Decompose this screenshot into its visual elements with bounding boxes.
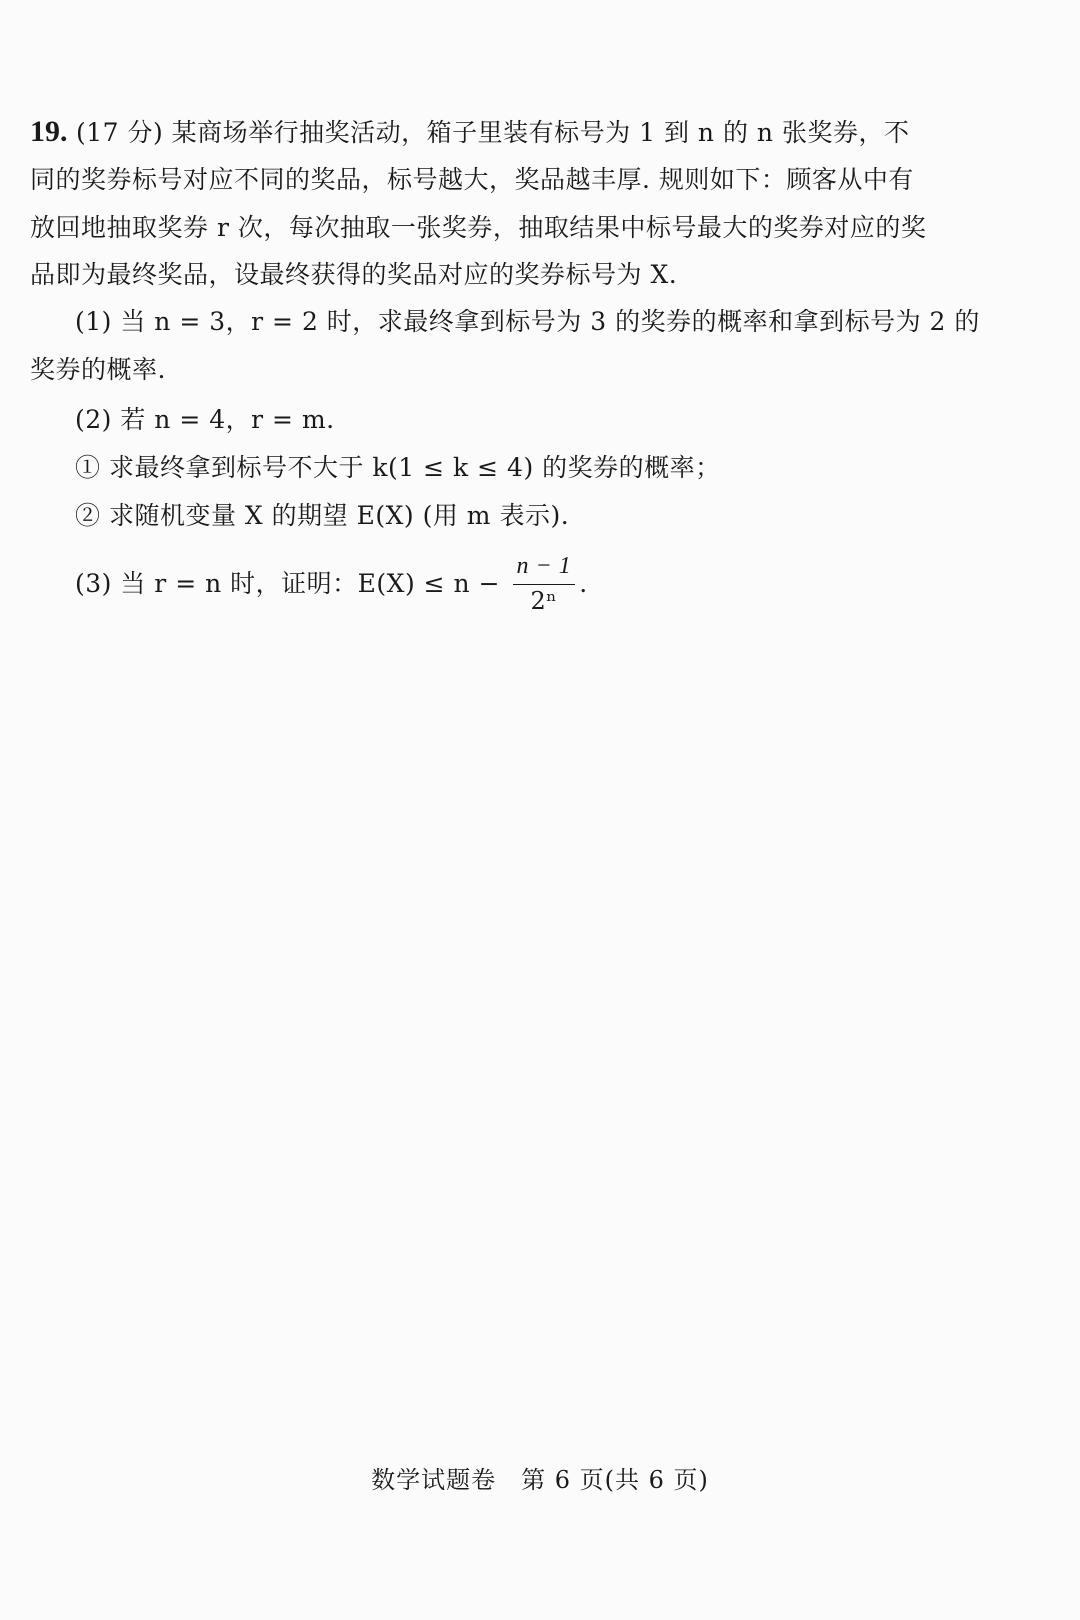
part2-sub2-text: ② 求随机变量 X 的期望 E(X) (用 m 表示). [75,501,570,530]
question-number: 19. [30,115,68,148]
part3-line [75,554,588,617]
part2-sub1-text: ① 求最终拿到标号不大于 k(1 ≤ k ≤ 4) 的奖券的概率； [75,453,721,482]
page-footer: 数学试题卷 第 6 页(共 6 页) [371,1466,709,1494]
question-score: (17 分) [75,118,164,147]
fraction-denominator: 2ⁿ [530,587,558,615]
part3-prefix: (3) 当 r = n 时，证明：E(X) ≤ n − [75,569,501,598]
part3-suffix: . [579,569,588,598]
part1-text-1: (1) 当 n = 3，r = 2 时，求最终拿到标号为 3 的奖券的概率和拿到标号为 2 的 [75,307,980,336]
intro-text-2: 同的奖券标号对应不同的奖品，标号越大，奖品越丰厚. 规则如下：顾客从中有 [30,165,914,194]
fraction-numerator: n − 1 [513,552,576,585]
part1-text-2: 奖券的概率. [30,355,166,384]
intro-text-1: 某商场举行抽奖活动，箱子里装有标号为 1 到 n 的 n 张奖券，不 [171,118,910,147]
intro-text-3: 放回地抽取奖券 r 次，每次抽取一张奖券，抽取结果中标号最大的奖券对应的奖 [30,213,927,242]
part3-fraction [513,552,576,615]
intro-text-4: 品即为最终奖品，设最终获得的奖品对应的奖券标号为 X. [30,260,678,289]
question-line-1 [30,116,909,149]
part2-text: (2) 若 n = 4，r = m. [75,405,335,434]
